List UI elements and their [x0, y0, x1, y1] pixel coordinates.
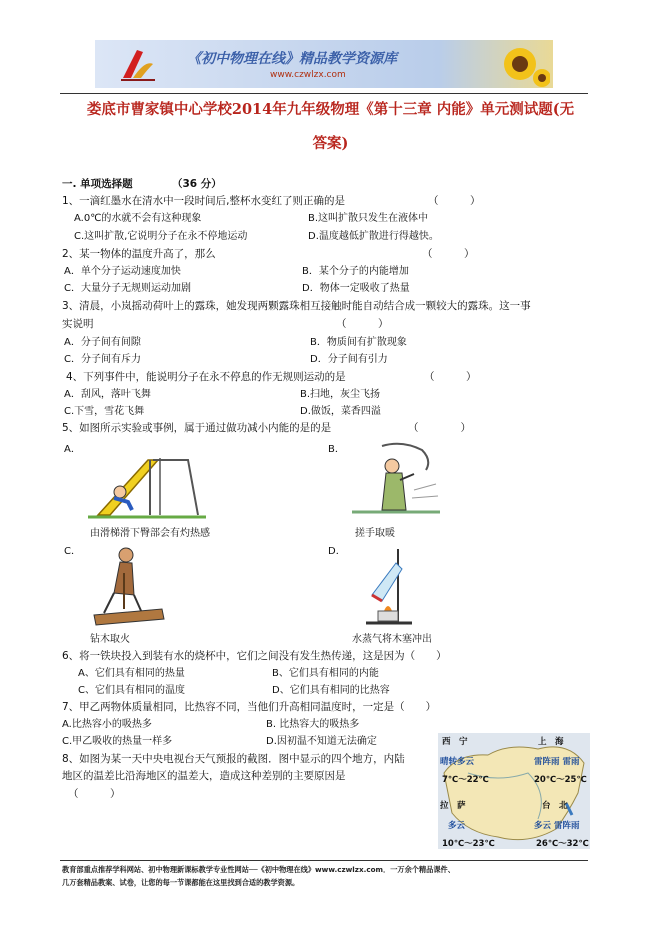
question-6-option-b: B、它们具有相同的内能	[272, 668, 379, 679]
question-4-option-c: C.下雪，雪花飞舞	[64, 406, 145, 417]
site-logo-icon	[117, 46, 157, 82]
map-weather-lasa: 多云	[448, 821, 466, 831]
question-2-answer-blank: （ ）	[422, 248, 475, 260]
steam-test-tube-illustration-icon	[352, 543, 432, 627]
question-2-stem: 2、某一物体的温度升高了，那么	[62, 248, 216, 260]
question-7-option-a: A.比热容小的吸热多	[62, 719, 152, 730]
footer-rule	[60, 860, 588, 861]
banner-url: www.czwlzx.com	[270, 70, 346, 80]
question-5-caption-b: 搓手取暖	[355, 528, 395, 539]
weather-map	[438, 733, 590, 849]
banner-title: 《初中物理在线》精品教学资源库	[187, 51, 397, 67]
question-5-caption-c: 钻木取火	[90, 634, 130, 645]
china-map-icon	[438, 733, 590, 849]
question-1-option-c: C.这叫扩散,它说明分子在永不停地运动	[74, 231, 248, 242]
question-1-answer-blank: （ ）	[428, 195, 481, 207]
question-5-option-a-label: A．	[64, 444, 81, 455]
header-banner	[95, 40, 553, 88]
question-2-option-a: A．单个分子运动速度加快	[64, 266, 181, 277]
question-4-option-b: B.扫地，灰尘飞扬	[300, 389, 381, 400]
question-3-option-b: B．物质间有扩散现象	[310, 337, 407, 348]
question-1-stem: 1、一滴红墨水在清水中一段时间后,整杯水变红了则正确的是	[62, 195, 346, 207]
question-1-option-b: B.这叫扩散只发生在液体中	[308, 213, 429, 224]
question-3-answer-blank: （ ）	[336, 318, 389, 330]
question-1-option-d: D.温度越低扩散进行得越快。	[308, 231, 439, 242]
map-temp-lasa: 10℃～23℃	[442, 839, 495, 849]
question-7-option-b: B. 比热容大的吸热多	[266, 719, 360, 730]
question-3-option-c: C．分子间有斥力	[64, 354, 141, 365]
question-3-option-a: A．分子间有间隙	[64, 337, 141, 348]
question-3-option-d: D．分子间有引力	[310, 354, 388, 365]
drilling-wood-illustration-icon	[88, 543, 168, 627]
question-7-option-d: D.因初温不知道无法确定	[266, 736, 377, 747]
section-heading: 一. 单项选择题	[62, 178, 133, 190]
question-4-option-d: D.做饭，菜香四溢	[300, 406, 381, 417]
question-5-option-c-label: C．	[64, 546, 81, 557]
question-4-stem: 4、下列事件中，能说明分子在永不停息的作无规则运动的是	[66, 371, 346, 383]
question-7-stem: 7、甲乙两物体质量相同，比热容不同，当他们升高相同温度时，一定是（ ）	[62, 701, 437, 713]
question-7-option-c: C.甲乙吸收的热量一样多	[62, 736, 173, 747]
question-6-option-c: C、它们具有相同的温度	[78, 685, 185, 696]
question-6-option-d: D、它们具有相同的比热容	[272, 685, 390, 696]
question-5-option-d-label: D．	[328, 546, 346, 557]
map-weather-shanghai: 雷阵雨 雷雨	[534, 757, 580, 767]
map-city-shanghai: 上 海	[538, 737, 564, 747]
map-temp-taibei: 26℃～32℃	[536, 839, 589, 849]
map-city-xining: 西 宁	[442, 737, 468, 747]
question-2-option-b: B．某个分子的内能增加	[302, 266, 409, 277]
question-5-answer-blank: （ ）	[408, 422, 471, 434]
question-3-stem-line2: 实说明	[62, 318, 94, 330]
question-6-option-a: A、它们具有相同的热量	[78, 668, 185, 679]
map-city-lasa: 拉 萨	[440, 801, 466, 811]
rubbing-hands-illustration-icon	[352, 440, 442, 518]
map-temp-xining: 7℃～22℃	[442, 775, 489, 785]
question-8-stem-line1: 8、如图为某一天中央电视台天气预报的截图．图中显示的四个地方，内陆	[62, 753, 405, 765]
question-3-stem-line1: 3、清晨，小岚摇动荷叶上的露珠，她发现两颗露珠相互接触时能自动结合成一颗较大的露珠。这一事	[62, 300, 531, 312]
page-title-line2: 答案)	[312, 135, 349, 152]
section-score: （36 分）	[172, 178, 222, 190]
question-8-answer-blank: （ ）	[68, 788, 121, 800]
question-5-caption-a: 由滑梯滑下臀部会有灼热感	[90, 528, 210, 539]
footer-line1: 教育部重点推荐学科网站、初中物理新课标教学专业性网站──《初中物理在线》www.czwlzx.com．一万余个精品课件、	[62, 865, 455, 874]
map-temp-shanghai: 20℃～25℃	[534, 775, 587, 785]
question-2-option-c: C．大量分子无规则运动加剧	[64, 283, 191, 294]
question-5-stem: 5、如图所示实验或事例，属于通过做功减小内能的是的是	[62, 422, 332, 434]
map-city-taibei: 台 北	[542, 801, 568, 811]
question-2-option-d: D．物体一定吸收了热量	[302, 283, 410, 294]
question-4-answer-blank: （ ）	[424, 371, 477, 383]
question-8-stem-line2: 地区的温差比沿海地区的温差大，造成这种差别的主要原因是	[62, 770, 346, 782]
footer-line2: 几万套精品教案、试卷，让您的每一节课都能在这里找到合适的教学资源。	[62, 878, 300, 887]
question-4-option-a: A．刮风，落叶飞舞	[64, 389, 151, 400]
question-5-caption-d: 水蒸气将木塞冲出	[352, 634, 432, 645]
map-weather-taibei: 多云 雷阵雨	[534, 821, 580, 831]
map-weather-xining: 晴转多云	[440, 757, 475, 767]
page-title-line1: 娄底市曹家镇中心学校2014年九年级物理《第十三章 内能》单元测试题(无	[86, 101, 575, 118]
question-1-option-a: A.0℃的水就不会有这种现象	[74, 213, 202, 224]
sunflower-icon	[490, 42, 550, 88]
header-rule	[60, 93, 588, 94]
question-6-stem: 6、将一铁块投入到装有水的烧杯中，它们之间没有发生热传递，这是因为（ ）	[62, 650, 447, 662]
slide-illustration-icon	[88, 440, 208, 520]
question-5-option-b-label: B．	[328, 444, 345, 455]
